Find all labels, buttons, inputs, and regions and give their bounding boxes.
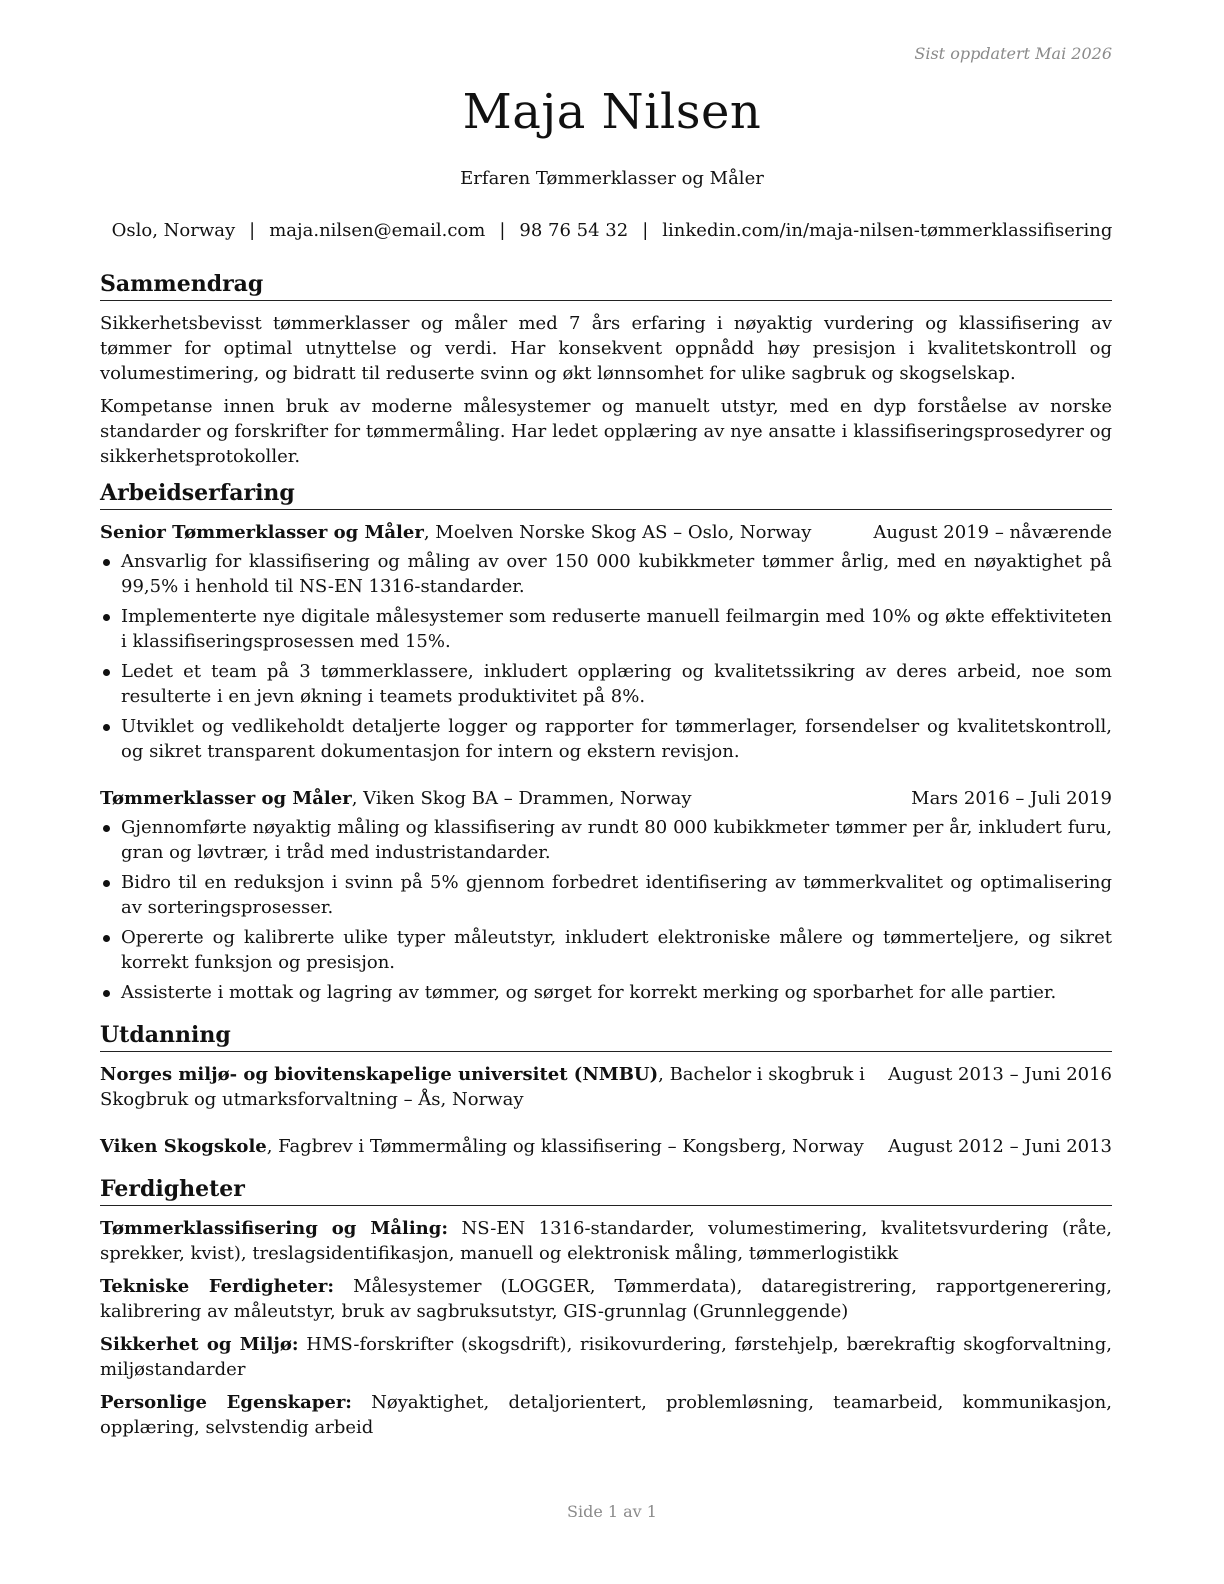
contact-separator: | <box>499 220 506 241</box>
person-name: Maja Nilsen <box>462 84 762 140</box>
job-date: August 2019 – nåværende <box>873 522 1112 543</box>
contact-linkedin[interactable]: linkedin.com/in/maja-nilsen-tømmerklassifisering <box>662 220 1113 241</box>
education-section <box>100 1019 1112 1159</box>
education-degree: , Bachelor i skogbruk i Skogbruk og utmarksforvaltning – Ås, Norway <box>100 1064 865 1110</box>
headline: Erfaren Tømmerklasser og Måler <box>460 168 764 189</box>
education-item <box>100 1062 1112 1112</box>
resume-content <box>100 268 1112 1448</box>
skill-line <box>100 1332 1112 1382</box>
list-item: Bidro til en reduksjon i svinn på 5% gjennom forbedret identifisering av tømmerkvalitet og optimalisering av sorteringsprosesser. <box>100 870 1112 920</box>
job-employer: , Viken Skog BA – Drammen, Norway <box>351 788 692 809</box>
contact-phone: 98 76 54 32 <box>519 220 629 241</box>
list-item: Implementerte nye digitale målesystemer som reduserte manuell feilmargin med 10% og økte effektiviteten i klassifiseringsprosessen med 15%. <box>100 604 1112 654</box>
section-heading: Arbeidserfaring <box>100 477 1112 510</box>
summary-paragraph: Kompetanse innen bruk av moderne målesystemer og manuelt utstyr, med en dyp forståelse av norske standarder og forskrifter for tømmermåling. Har ledet opplæring av nye ansatte i klassifiseringsprosedyrer og sikkerhetsprotokoller. <box>100 396 1112 467</box>
education-degree: , Fagbrev i Tømmermåling og klassifisering – Kongsberg, Norway <box>266 1136 864 1157</box>
list-item: Gjennomførte nøyaktig måling og klassifisering av rundt 80 000 kubikkmeter tømmer per år, inkludert furu, gran og løvtrær, i tråd med industristandarder. <box>100 815 1112 865</box>
section-heading: Ferdigheter <box>100 1173 1112 1206</box>
list-item: Ledet et team på 3 tømmerklassere, inkludert opplæring og kvalitetssikring av deres arbeid, noe som resulterte i en jevn økning i teamets produktivitet på 8%. <box>100 659 1112 709</box>
job-title-line <box>100 786 692 811</box>
list-item: Opererte og kalibrerte ulike typer måleutstyr, inkludert elektroniske målere og tømmerteljere, og sikret korrekt funksjon og presisjon. <box>100 925 1112 975</box>
education-text <box>100 1134 864 1159</box>
education-school: Viken Skogskole <box>100 1136 267 1157</box>
job-title: Tømmerklasser og Måler <box>100 788 352 809</box>
education-date: August 2013 – Juni 2016 <box>888 1064 1112 1085</box>
job-title-line <box>100 520 811 545</box>
skill-text: HMS-forskrifter (skogsdrift), risikovurdering, førstehjelp, bærekraftig skogforvaltning, miljøstandarder <box>100 1334 1112 1380</box>
summary-section <box>100 268 1112 469</box>
job-header <box>100 520 1112 545</box>
skill-line <box>100 1274 1112 1324</box>
job-title: Senior Tømmerklasser og Måler <box>100 522 424 543</box>
contact-location: Oslo, Norway <box>111 220 236 241</box>
job-bullets <box>100 549 1112 764</box>
skill-text: Målesystemer (LOGGER, Tømmerdata), dataregistrering, rapportgenerering, kalibrering av måleutstyr, bruk av sagbruksutstyr, GIS-grunnlag (Grunnleggende) <box>100 1276 1112 1322</box>
skill-text: NS-EN 1316-standarder, volumestimering, kvalitetsvurdering (råte, sprekker, kvist), treslagsidentifikasjon, manuell og elektronisk måling, tømmerlogistikk <box>100 1218 1112 1264</box>
last-updated: Sist oppdatert Mai 2026 <box>914 44 1112 63</box>
skill-text: Nøyaktighet, detaljorientert, problemløsning, teamarbeid, kommunikasjon, opplæring, selvstendig arbeid <box>100 1392 1112 1438</box>
summary-paragraph: Sikkerhetsbevisst tømmerklasser og måler med 7 års erfaring i nøyaktig vurdering og klassifisering av tømmer for optimal utnyttelse og verdi. Har konsekvent oppnådd høy presisjon i kvalitetskontroll og volumestimering, og bidratt til reduserte svinn og økt lønnsomhet for ulike sagbruk og skogselskap. <box>100 313 1112 384</box>
list-item: Ansvarlig for klassifisering og måling av over 150 000 kubikkmeter tømmer årlig, med en nøyaktighet på 99,5% i henhold til NS-EN 1316-standarder. <box>100 549 1112 599</box>
job-header <box>100 786 1112 811</box>
section-heading: Utdanning <box>100 1019 1112 1052</box>
list-item: Assisterte i mottak og lagring av tømmer, og sørget for korrekt merking og sporbarhet for alle partier. <box>100 980 1112 1005</box>
education-date: August 2012 – Juni 2013 <box>888 1136 1112 1157</box>
skill-line <box>100 1216 1112 1266</box>
education-school: Norges miljø- og biovitenskapelige universitet (NMBU) <box>100 1064 659 1085</box>
contact-separator: | <box>642 220 649 241</box>
skill-line <box>100 1390 1112 1440</box>
list-item: Utviklet og vedlikeholdt detaljerte logger og rapporter for tømmerlager, forsendelser og kvalitetskontroll, og sikret transparent dokumentasjon for intern og ekstern revisjon. <box>100 714 1112 764</box>
job-bullets <box>100 815 1112 1005</box>
job-date: Mars 2016 – Juli 2019 <box>911 788 1112 809</box>
page-footer: Side 1 av 1 <box>567 1502 657 1521</box>
skill-label: Tømmerklassifisering og Måling: <box>100 1218 448 1239</box>
contact-line <box>0 220 1224 241</box>
contact-separator: | <box>249 220 256 241</box>
education-item <box>100 1134 1112 1159</box>
contact-email[interactable]: maja.nilsen@email.com <box>269 220 486 241</box>
education-text <box>100 1062 868 1112</box>
skill-label: Sikkerhet og Miljø: <box>100 1334 299 1355</box>
skills-section <box>100 1173 1112 1440</box>
job-employer: , Moelven Norske Skog AS – Oslo, Norway <box>423 522 812 543</box>
experience-section <box>100 477 1112 1005</box>
skill-label: Personlige Egenskaper: <box>100 1392 352 1413</box>
section-heading: Sammendrag <box>100 268 1112 301</box>
skill-label: Tekniske Ferdigheter: <box>100 1276 335 1297</box>
